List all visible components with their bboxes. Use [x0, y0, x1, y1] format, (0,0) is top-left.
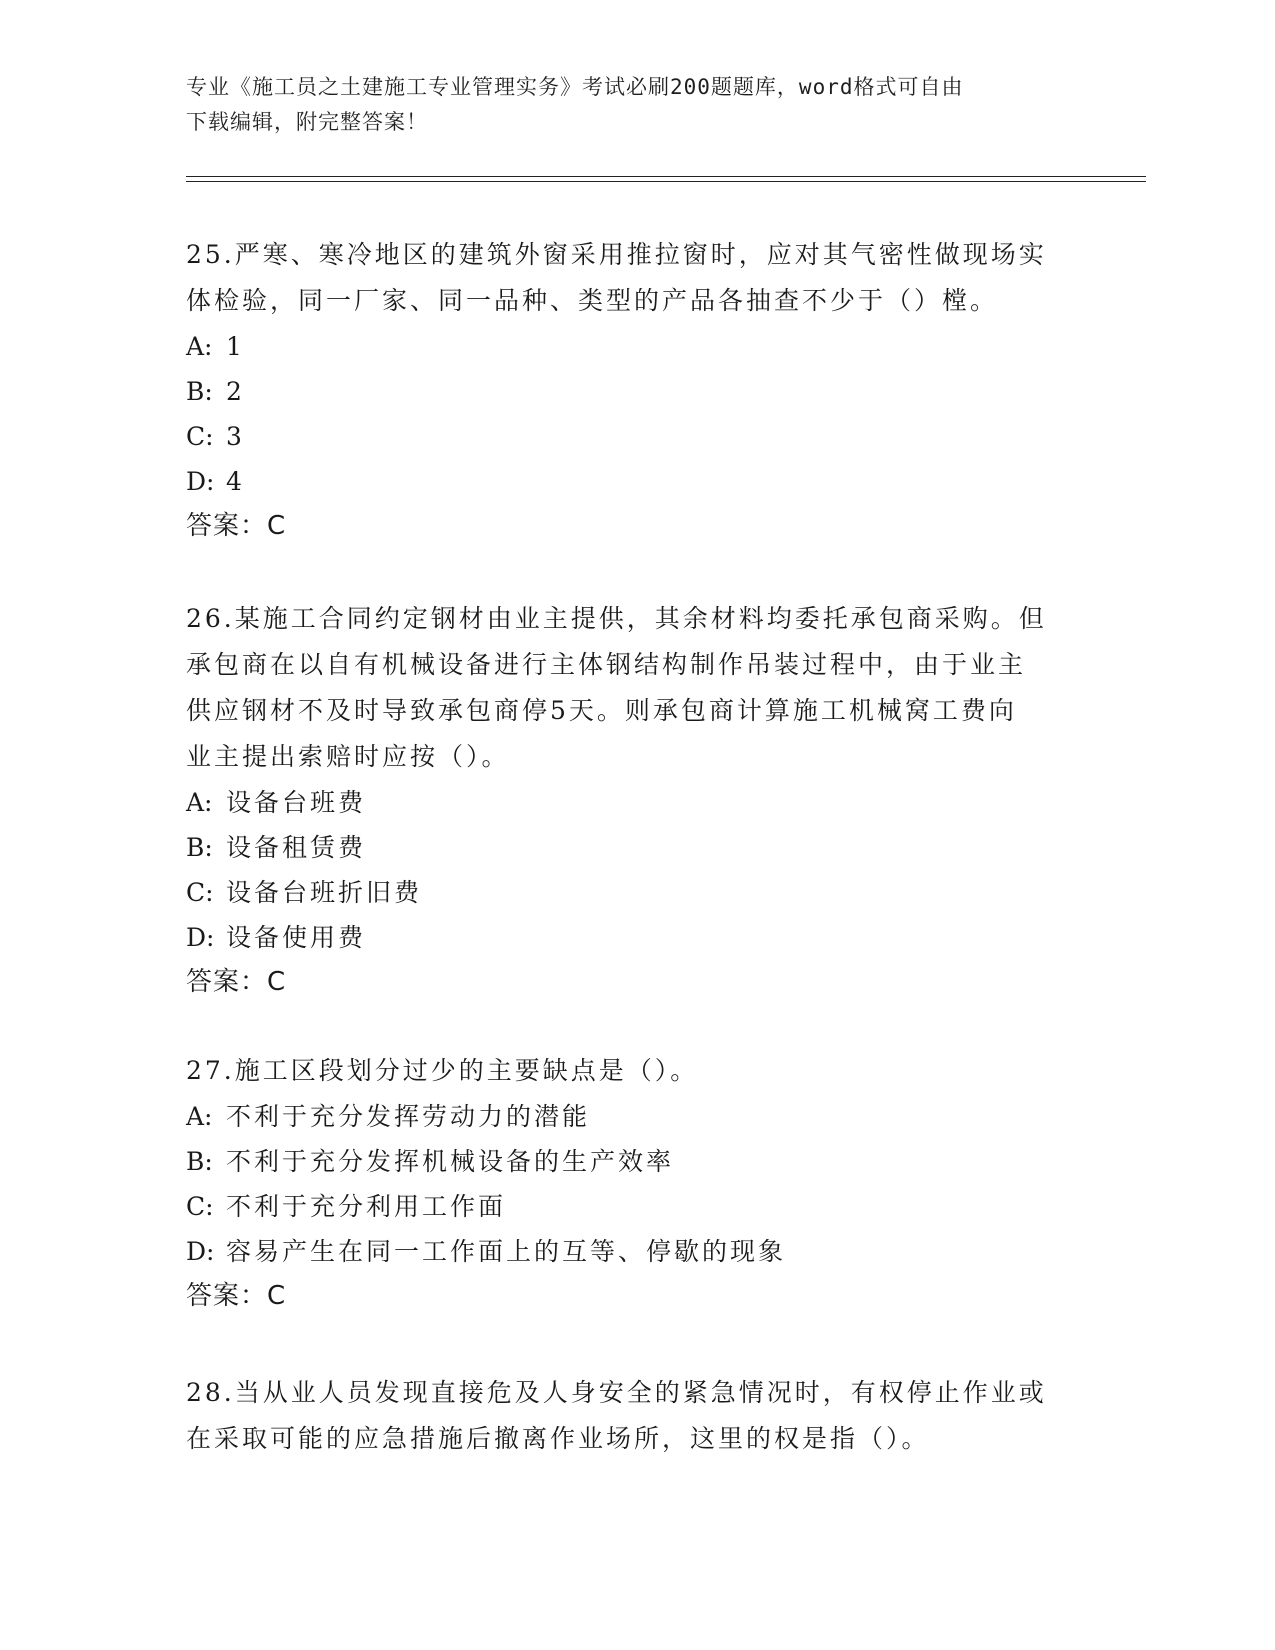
- option-text: 3: [226, 422, 245, 451]
- option-b: [186, 369, 1086, 414]
- question-stem-line: 业主提出索赔时应按（）。: [186, 742, 510, 771]
- question-28: [186, 1370, 1086, 1462]
- option-a: [186, 324, 1086, 369]
- option-text: 容易产生在同一工作面上的互等、停歇的现象: [226, 1237, 787, 1266]
- option-key: C:: [186, 878, 214, 907]
- question-25: [186, 232, 1086, 549]
- option-c: [186, 870, 1086, 915]
- option-text: 设备租赁费: [226, 833, 367, 862]
- option-a: [186, 780, 1086, 825]
- header-line-2: 下载编辑，附完整答案！: [186, 110, 428, 134]
- question-26: [186, 596, 1086, 1005]
- option-c: [186, 1184, 1086, 1229]
- option-text: 4: [226, 467, 245, 496]
- option-key: D:: [186, 923, 215, 952]
- option-d: [186, 1229, 1086, 1274]
- option-key: B:: [186, 1147, 213, 1176]
- option-d: [186, 915, 1086, 960]
- option-key: B:: [186, 833, 213, 862]
- header-line-1: 专业《施工员之土建施工专业管理实务》考试必刷200题题库，word格式可自由: [186, 75, 964, 99]
- option-key: D:: [186, 467, 215, 496]
- option-key: A:: [186, 788, 213, 817]
- option-key: C:: [186, 422, 214, 451]
- answer: 答案：C: [186, 967, 287, 997]
- answer: 答案：C: [186, 1281, 287, 1311]
- option-text: 不利于充分发挥机械设备的生产效率: [226, 1147, 675, 1176]
- question-stem-line: 体检验，同一厂家、同一品种、类型的产品各抽查不少于（）樘。: [186, 286, 999, 315]
- option-text: 设备使用费: [226, 923, 367, 952]
- option-text: 设备台班费: [226, 788, 367, 817]
- option-b: [186, 1139, 1086, 1184]
- option-a: [186, 1094, 1086, 1139]
- answer: 答案：C: [186, 511, 287, 541]
- option-text: 不利于充分发挥劳动力的潜能: [226, 1102, 591, 1131]
- question-stem-line: 28.当从业人员发现直接危及人身安全的紧急情况时，有权停止作业或: [186, 1378, 1047, 1407]
- question-stem-line: 26.某施工合同约定钢材由业主提供，其余材料均委托承包商采购。但: [186, 604, 1047, 633]
- option-key: A:: [186, 1102, 213, 1131]
- option-key: A:: [186, 332, 213, 361]
- option-key: D:: [186, 1237, 215, 1266]
- option-text: 设备台班折旧费: [226, 878, 423, 907]
- question-stem-line: 在采取可能的应急措施后撤离作业场所，这里的权是指（）。: [186, 1424, 930, 1453]
- option-text: 1: [226, 332, 245, 361]
- question-stem-line: 承包商在以自有机械设备进行主体钢结构制作吊装过程中，由于业主: [186, 650, 1027, 679]
- question-27: [186, 1048, 1086, 1319]
- header-divider-top: [186, 176, 1146, 177]
- header-divider-bottom: [186, 181, 1146, 182]
- option-key: C:: [186, 1192, 214, 1221]
- option-text: 2: [226, 377, 245, 406]
- question-stem-line: 25.严寒、寒冷地区的建筑外窗采用推拉窗时，应对其气密性做现场实: [186, 240, 1047, 269]
- option-b: [186, 825, 1086, 870]
- option-d: [186, 459, 1086, 504]
- option-text: 不利于充分利用工作面: [226, 1192, 507, 1221]
- document-header: [186, 70, 1066, 140]
- question-stem-line: 供应钢材不及时导致承包商停5天。则承包商计算施工机械窝工费向: [186, 696, 1017, 725]
- option-key: B:: [186, 377, 213, 406]
- question-stem-line: 27.施工区段划分过少的主要缺点是（）。: [186, 1056, 699, 1085]
- option-c: [186, 414, 1086, 459]
